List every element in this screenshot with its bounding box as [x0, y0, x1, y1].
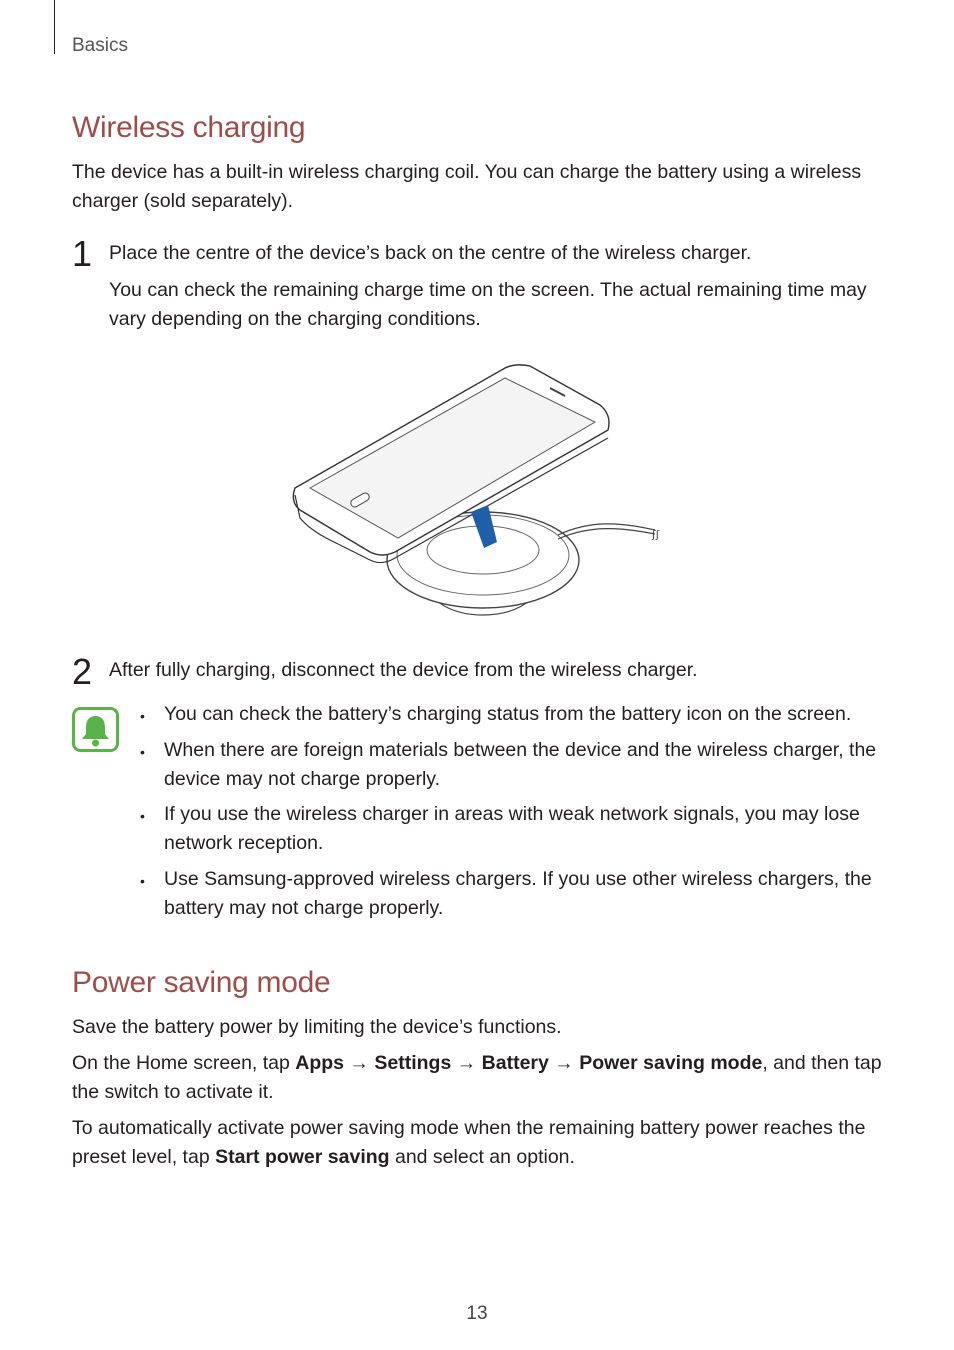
- bell-icon: [72, 707, 119, 752]
- note-4: Use Samsung-approved wireless chargers. If you use other wireless chargers, the battery may not charge properly.: [164, 868, 872, 919]
- step-2-text: After fully charging, disconnect the device from the wireless charger.: [109, 659, 698, 681]
- apps-label: Apps: [295, 1052, 345, 1074]
- power-saving-heading: Power saving mode: [72, 966, 331, 999]
- start-power-saving-label: Start power saving: [215, 1146, 390, 1168]
- power-saving-intro: Save the battery power by limiting the device’s functions.: [72, 1016, 562, 1038]
- note-1: You can check the battery’s charging status from the battery icon on the screen.: [164, 703, 852, 725]
- step-1-text: Place the centre of the device’s back on the centre of the wireless charger.: [109, 242, 752, 264]
- power-saving-instructions: On the Home screen, tap Apps → Settings → Battery → Power saving mode, and then tap the switch to activate it.: [72, 1052, 882, 1103]
- battery-label: Battery: [481, 1052, 549, 1074]
- auto-power-saving-text: To automatically activate power saving mode when the remaining battery power reaches the preset level, tap Start power saving and select an option.: [72, 1117, 866, 1168]
- wireless-intro: The device has a built-in wireless charging coil. You can charge the battery using a wireless charger (sold separately).: [72, 161, 862, 212]
- wireless-charger-illustration: [290, 360, 670, 622]
- note-bullet: •: [140, 808, 145, 824]
- settings-label: Settings: [374, 1052, 452, 1074]
- step-2-number: 2: [72, 651, 93, 692]
- note-bullet: •: [140, 744, 145, 760]
- wireless-charging-heading: Wireless charging: [72, 111, 306, 144]
- svg-text:ʃʃ: ʃʃ: [652, 528, 660, 541]
- note-2: When there are foreign materials between the device and the wireless charger, the device may not charge properly.: [164, 739, 877, 790]
- power-saving-mode-label: Power saving mode: [579, 1052, 763, 1074]
- section-header: Basics: [72, 35, 128, 56]
- header-rule: [54, 0, 55, 54]
- note-bullet: •: [140, 873, 145, 889]
- step-1-subtext: You can check the remaining charge time on the screen. The actual remaining time may vary depending on the charging conditions.: [109, 279, 867, 330]
- page-number: 13: [466, 1303, 488, 1324]
- note-3: If you use the wireless charger in areas with weak network signals, you may lose network reception.: [164, 803, 860, 854]
- note-bullet: •: [140, 708, 145, 724]
- step-1-number: 1: [72, 233, 93, 274]
